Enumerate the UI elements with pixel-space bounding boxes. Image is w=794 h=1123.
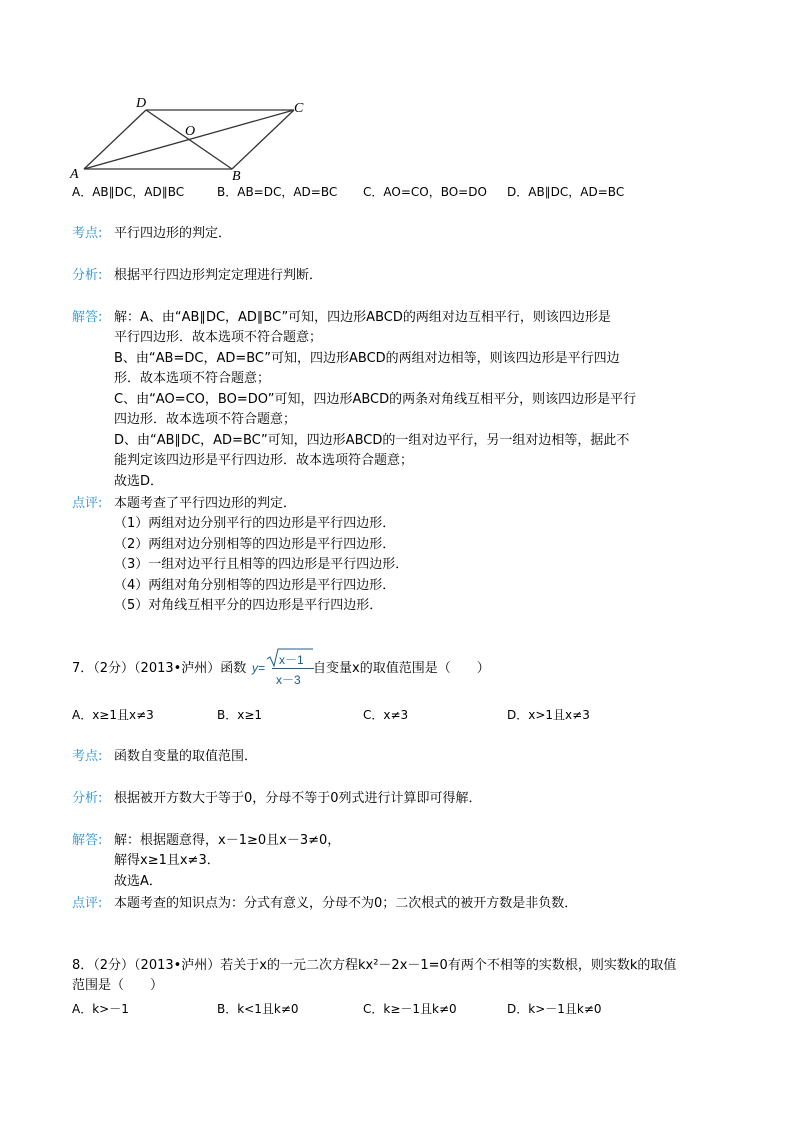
q6-jieda-line-4: 形．故本选项不符合题意； — [114, 371, 271, 386]
q6-dianping-line-3: （2）两组对边分别相等的四边形是平行四边形． — [114, 537, 396, 552]
q6-jieda-line-2: 平行四边形．故本选项不符合题意； — [114, 330, 323, 345]
q7-jieda-label: 解答: — [72, 833, 103, 848]
q6-dianping-line-2: （1）两组对边分别平行的四边形是平行四边形． — [114, 516, 396, 531]
q6-dianping-line-6: （5）对角线互相平分的四边形是平行四边形． — [114, 598, 383, 613]
q8-option-b: B．k<1且k≠0 — [217, 1002, 299, 1016]
q8-option-d: D．k>－1且k≠0 — [507, 1002, 602, 1016]
q6-jieda-line-6: 四边形．故本选项不符合题意； — [114, 412, 297, 427]
q7-fenxi-label: 分析: — [72, 791, 103, 806]
q6-jieda-line-3: B、由“AB=DC，AD=BC”可知，四边形ABCD的两组对边相等，则该四边形是平行四边 — [114, 351, 620, 366]
q7-formula-numerator: x－1 — [279, 653, 304, 667]
q7-option-a: A．x≥1且x≠3 — [72, 708, 154, 722]
q6-jieda-label: 解答: — [72, 310, 103, 325]
q7-jieda-line-1: 解：根据题意得，x－1≥0且x－3≠0， — [114, 833, 341, 848]
q7-jieda-line-2: 解得x≥1且x≠3． — [114, 853, 220, 868]
vertex-label-a: A — [70, 167, 79, 182]
q6-option-d: D．AB∥DC，AD=BC — [507, 185, 625, 199]
q6-option-a: A．AB∥DC，AD∥BC — [72, 185, 185, 199]
vertex-label-d: D — [136, 96, 147, 111]
q8-stem-line-1: 8．（2分）（2013•泸州）若关于x的一元二次方程kx²－2x－1=0有两个不相等的实数根，则实数k的取值 — [72, 958, 677, 973]
q7-dianping-text: 本题考查的知识点为：分式有意义，分母不为0；二次根式的被开方数是非负数． — [114, 896, 578, 911]
q7-formula — [252, 646, 314, 688]
q6-dianping-line-4: （3）一组对边平行且相等的四边形是平行四边形． — [114, 557, 409, 572]
q7-dianping-label: 点评: — [72, 896, 103, 911]
q6-kaodian-label: 考点: — [72, 226, 103, 241]
q6-option-c: C．AO=CO，BO=DO — [363, 185, 487, 199]
vertex-label-b: B — [232, 169, 241, 182]
q7-option-d: D．x>1且x≠3 — [507, 708, 590, 722]
q7-option-c: C．x≠3 — [363, 708, 409, 722]
q6-fenxi-label: 分析: — [72, 268, 103, 283]
q6-dianping-line-1: 本题考查了平行四边形的判定． — [114, 496, 297, 511]
q8-option-c: C．k≥－1且k≠0 — [363, 1002, 457, 1016]
q6-dianping-label: 点评: — [72, 496, 103, 511]
q7-stem-prefix: 7．（2分）（2013•泸州）函数 — [72, 661, 247, 676]
q8-option-a: A．k>－1 — [72, 1002, 129, 1016]
q6-option-b: B．AB=DC，AD=BC — [217, 185, 338, 199]
q7-formula-lhs: y= — [252, 661, 266, 675]
q7-stem-suffix: 自变量x的取值范围是（ ） — [313, 661, 490, 676]
q8-stem-line-2: 范围是（ ） — [72, 978, 164, 993]
q7-fenxi-text: 根据被开方数大于等于0，分母不等于0列式进行计算即可得解． — [114, 791, 482, 806]
q6-kaodian-text: 平行四边形的判定． — [114, 226, 232, 241]
q7-fraction-bar — [272, 668, 314, 669]
q6-jieda-line-8: 能判定该四边形是平行四边形．故本选项符合题意； — [114, 453, 414, 468]
parallelogram-figure — [60, 92, 320, 182]
vertex-label-c: C — [294, 101, 304, 116]
q6-jieda-line-7: D、由“AB∥DC，AD=BC”可知，四边形ABCD的一组对边平行，另一组对边相等，据此不 — [114, 433, 630, 448]
q6-dianping-line-5: （4）两组对角分别相等的四边形是平行四边形． — [114, 578, 396, 593]
q7-formula-denominator: x－3 — [276, 673, 301, 687]
diagonal-bd — [146, 110, 232, 169]
q6-jieda-line-5: C、由“AO=CO，BO=DO”可知，四边形ABCD的两条对角线互相平分，则该四边形是平行 — [114, 392, 637, 407]
q7-option-b: B．x≥1 — [217, 708, 263, 722]
vertex-label-o: O — [185, 124, 196, 139]
q6-fenxi-text: 根据平行四边形判定定理进行判断． — [114, 268, 323, 283]
q7-jieda-line-3: 故选A． — [114, 874, 162, 889]
q6-jieda-line-9: 故选D． — [114, 474, 164, 489]
q7-kaodian-text: 函数自变量的取值范围． — [114, 749, 258, 764]
q6-jieda-line-1: 解：A、由“AB∥DC，AD∥BC”可知，四边形ABCD的两组对边互相平行，则该四边形是 — [114, 310, 611, 325]
q7-kaodian-label: 考点: — [72, 749, 103, 764]
